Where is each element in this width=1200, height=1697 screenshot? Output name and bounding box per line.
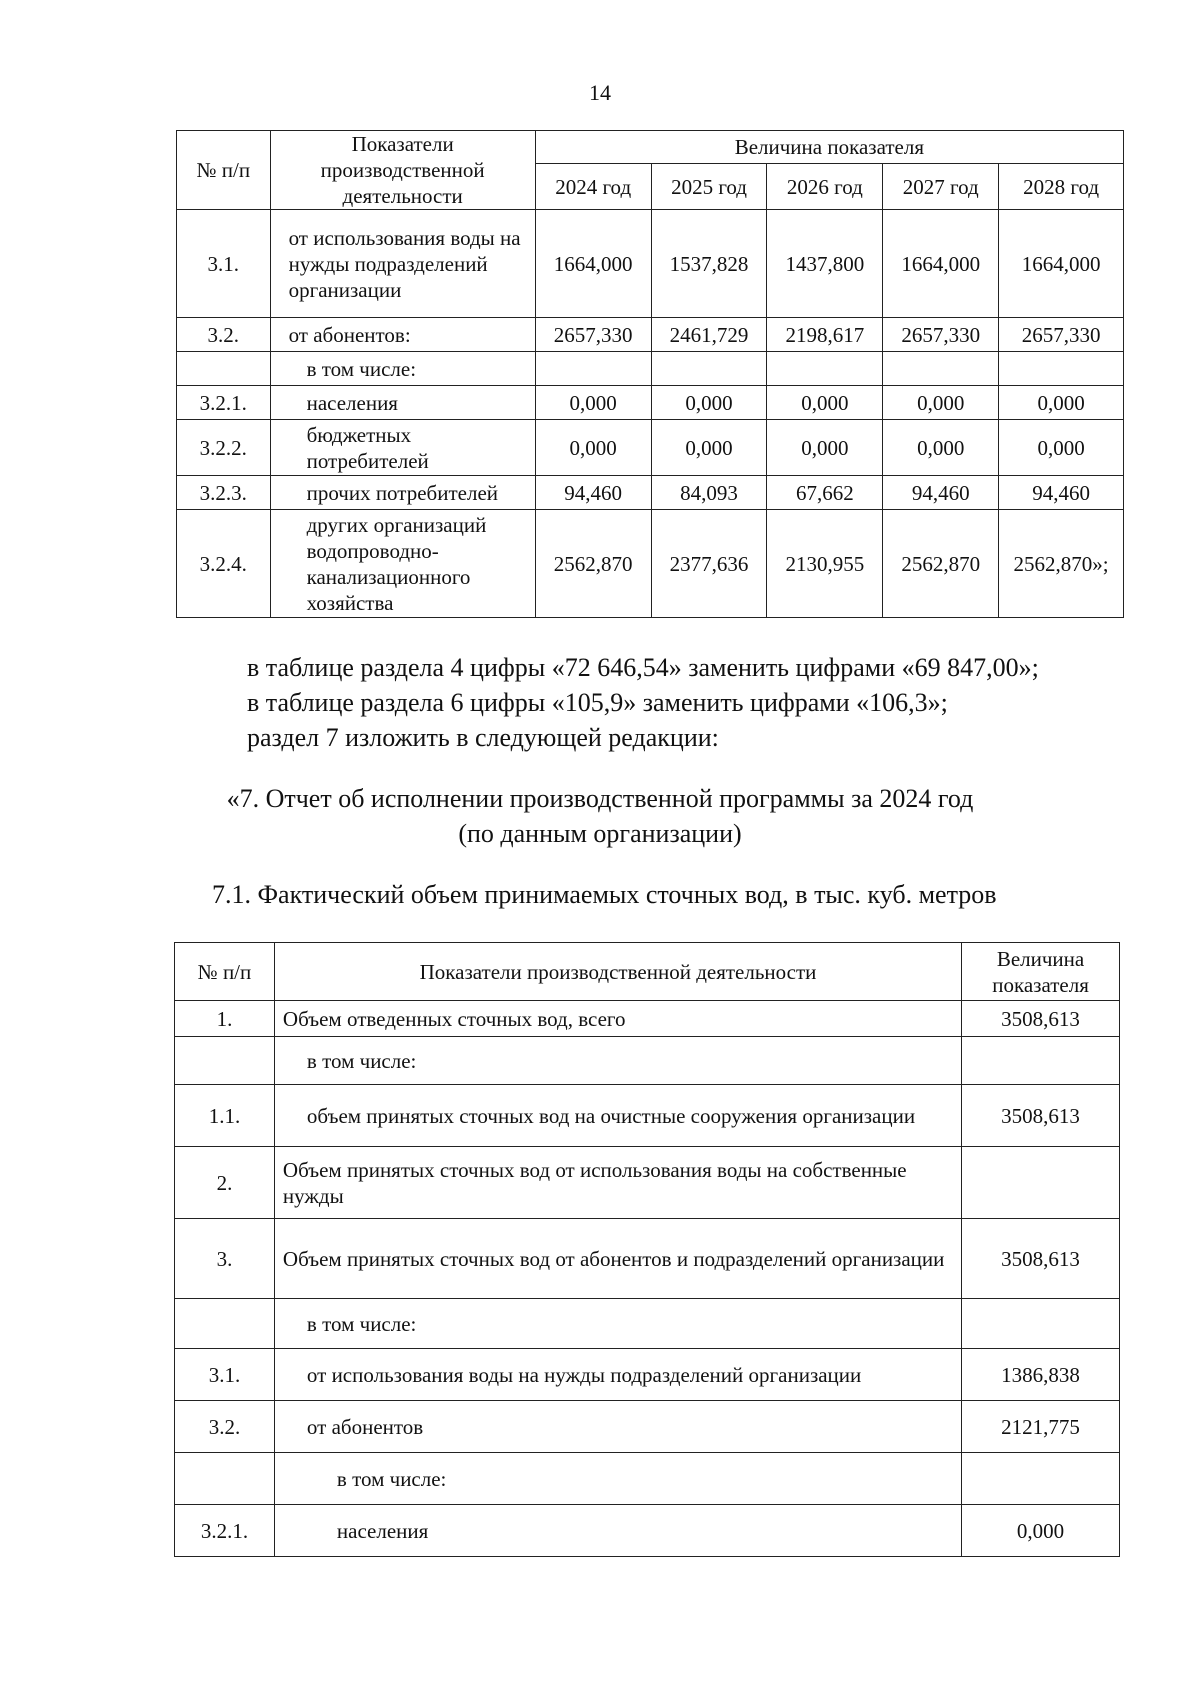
cell-value: 0,000 bbox=[651, 420, 767, 476]
section-7-title: «7. Отчет об исполнении производственной программы за 2024 год bbox=[226, 784, 974, 813]
table-row bbox=[175, 1505, 1120, 1557]
cell-value: 1437,800 bbox=[767, 210, 883, 318]
table-row bbox=[175, 1349, 1120, 1401]
column-header-value: Величина показателя bbox=[535, 131, 1123, 164]
table-row bbox=[175, 1147, 1120, 1219]
cell-value: 2562,870»; bbox=[999, 510, 1124, 618]
cell-value bbox=[651, 352, 767, 386]
table-row bbox=[175, 1085, 1120, 1147]
cell-value: 84,093 bbox=[651, 476, 767, 510]
cell-value: 0,000 bbox=[767, 420, 883, 476]
cell-value: 2562,870 bbox=[535, 510, 651, 618]
cell-value bbox=[962, 1299, 1120, 1349]
row-number: 3.2.1. bbox=[177, 386, 271, 420]
column-header-year: 2026 год bbox=[767, 164, 883, 210]
cell-value: 2377,636 bbox=[651, 510, 767, 618]
row-label: населения bbox=[270, 386, 535, 420]
column-header-year: 2027 год bbox=[883, 164, 999, 210]
cell-value: 2130,955 bbox=[767, 510, 883, 618]
cell-value: 1664,000 bbox=[883, 210, 999, 318]
row-label: в том числе: bbox=[274, 1299, 961, 1349]
row-label: бюджетных потребителей bbox=[270, 420, 535, 476]
row-number: 3.2. bbox=[175, 1401, 275, 1453]
amendment-line: в таблице раздела 6 цифры «105,9» заменить цифрами «106,3»; bbox=[247, 688, 948, 717]
table-row bbox=[175, 1001, 1120, 1037]
cell-value: 94,460 bbox=[999, 476, 1124, 510]
row-number: 1. bbox=[175, 1001, 275, 1037]
cell-value: 3508,613 bbox=[962, 1085, 1120, 1147]
cell-value: 0,000 bbox=[999, 386, 1124, 420]
wastewater-volume-table bbox=[174, 942, 1120, 1557]
cell-value bbox=[962, 1037, 1120, 1085]
cell-value: 2657,330 bbox=[883, 318, 999, 352]
row-number: 3. bbox=[175, 1219, 275, 1299]
column-header-value: Величина показателя bbox=[962, 943, 1120, 1001]
row-number: 1.1. bbox=[175, 1085, 275, 1147]
table-row bbox=[175, 1037, 1120, 1085]
cell-value: 0,000 bbox=[651, 386, 767, 420]
row-number: 3.2.4. bbox=[177, 510, 271, 618]
column-header-num: № п/п bbox=[175, 943, 275, 1001]
cell-value: 0,000 bbox=[535, 386, 651, 420]
row-number: 3.1. bbox=[175, 1349, 275, 1401]
cell-value: 67,662 bbox=[767, 476, 883, 510]
cell-value: 2121,775 bbox=[962, 1401, 1120, 1453]
cell-value: 2461,729 bbox=[651, 318, 767, 352]
table-row bbox=[175, 1453, 1120, 1505]
row-label: в том числе: bbox=[270, 352, 535, 386]
cell-value: 0,000 bbox=[883, 420, 999, 476]
cell-value: 0,000 bbox=[999, 420, 1124, 476]
cell-value: 2562,870 bbox=[883, 510, 999, 618]
cell-value: 94,460 bbox=[535, 476, 651, 510]
row-number: 3.1. bbox=[177, 210, 271, 318]
row-number: 3.2. bbox=[177, 318, 271, 352]
row-label: Объем принятых сточных вод от абонентов и подразделений организации bbox=[274, 1219, 961, 1299]
row-label: от использования воды на нужды подразделений организации bbox=[270, 210, 535, 318]
cell-value: 3508,613 bbox=[962, 1219, 1120, 1299]
row-label: от абонентов bbox=[274, 1401, 961, 1453]
row-label: в том числе: bbox=[274, 1453, 961, 1505]
cell-value: 2657,330 bbox=[999, 318, 1124, 352]
column-header-indicator: Показатели производственной деятельности bbox=[270, 131, 535, 210]
section-7-1-title: 7.1. Фактический объем принимаемых сточных вод, в тыс. куб. метров bbox=[212, 880, 997, 909]
cell-value bbox=[999, 352, 1124, 386]
production-indicators-table bbox=[176, 130, 1124, 618]
page-number: 14 bbox=[589, 80, 611, 105]
cell-value: 2657,330 bbox=[535, 318, 651, 352]
cell-value: 0,000 bbox=[535, 420, 651, 476]
column-header-year: 2028 год bbox=[999, 164, 1124, 210]
row-label: объем принятых сточных вод на очистные сооружения организации bbox=[274, 1085, 961, 1147]
cell-value: 0,000 bbox=[767, 386, 883, 420]
cell-value: 1664,000 bbox=[535, 210, 651, 318]
row-number bbox=[175, 1299, 275, 1349]
row-number bbox=[175, 1037, 275, 1085]
row-label: в том числе: bbox=[274, 1037, 961, 1085]
row-number: 3.2.1. bbox=[175, 1505, 275, 1557]
cell-value: 0,000 bbox=[962, 1505, 1120, 1557]
column-header-year: 2024 год bbox=[535, 164, 651, 210]
table-row bbox=[177, 210, 1124, 318]
table-row bbox=[175, 1401, 1120, 1453]
cell-value: 0,000 bbox=[883, 386, 999, 420]
table-row bbox=[177, 510, 1124, 618]
table-row bbox=[175, 1219, 1120, 1299]
row-number: 3.2.2. bbox=[177, 420, 271, 476]
column-header-num: № п/п bbox=[177, 131, 271, 210]
column-header-year: 2025 год bbox=[651, 164, 767, 210]
cell-value bbox=[767, 352, 883, 386]
row-label: прочих потребителей bbox=[270, 476, 535, 510]
cell-value: 1664,000 bbox=[999, 210, 1124, 318]
row-number bbox=[177, 352, 271, 386]
amendment-line: в таблице раздела 4 цифры «72 646,54» заменить цифрами «69 847,00»; bbox=[247, 653, 1039, 682]
cell-value: 3508,613 bbox=[962, 1001, 1120, 1037]
table-row bbox=[177, 352, 1124, 386]
row-number: 3.2.3. bbox=[177, 476, 271, 510]
row-label: других организаций водопроводно-канализационного хозяйства bbox=[270, 510, 535, 618]
section-7-subtitle: (по данным организации) bbox=[458, 819, 742, 848]
table-row bbox=[177, 318, 1124, 352]
row-label: от абонентов: bbox=[270, 318, 535, 352]
table-row bbox=[177, 386, 1124, 420]
table-row bbox=[175, 1299, 1120, 1349]
cell-value bbox=[535, 352, 651, 386]
row-number bbox=[175, 1453, 275, 1505]
cell-value: 1386,838 bbox=[962, 1349, 1120, 1401]
column-header-indicator: Показатели производственной деятельности bbox=[274, 943, 961, 1001]
row-label: Объем принятых сточных вод от использования воды на собственные нужды bbox=[274, 1147, 961, 1219]
cell-value: 2198,617 bbox=[767, 318, 883, 352]
table-row bbox=[177, 476, 1124, 510]
cell-value bbox=[962, 1453, 1120, 1505]
row-label: Объем отведенных сточных вод, всего bbox=[274, 1001, 961, 1037]
table-row bbox=[177, 420, 1124, 476]
cell-value: 1537,828 bbox=[651, 210, 767, 318]
cell-value bbox=[883, 352, 999, 386]
cell-value bbox=[962, 1147, 1120, 1219]
row-label: населения bbox=[274, 1505, 961, 1557]
row-label: от использования воды на нужды подразделений организации bbox=[274, 1349, 961, 1401]
row-number: 2. bbox=[175, 1147, 275, 1219]
cell-value: 94,460 bbox=[883, 476, 999, 510]
amendment-line: раздел 7 изложить в следующей редакции: bbox=[247, 723, 719, 752]
